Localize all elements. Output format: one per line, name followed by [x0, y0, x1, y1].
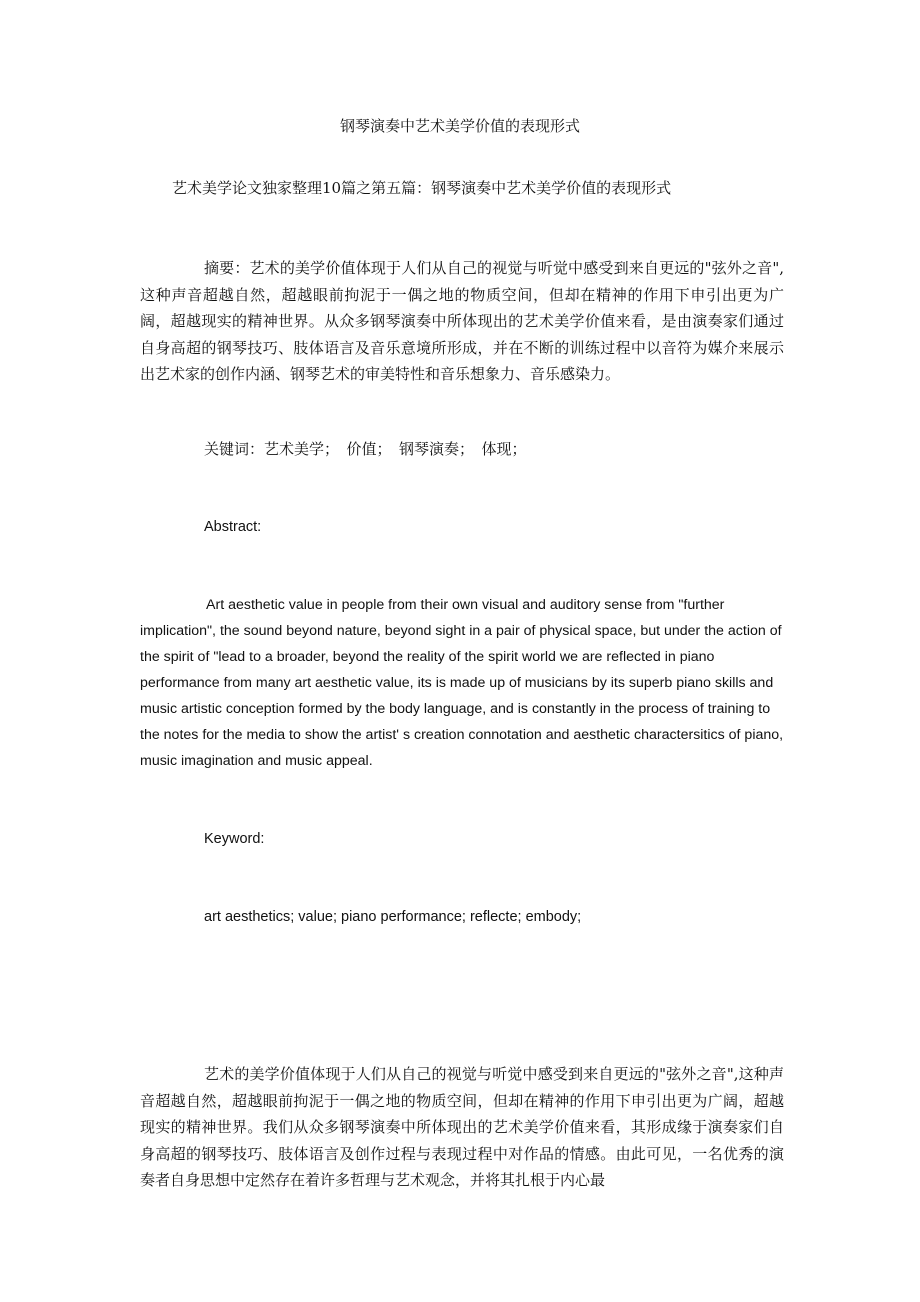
- abstract-label: Abstract:: [204, 519, 262, 535]
- document-title: 钢琴演奏中艺术美学价值的表现形式: [339, 117, 580, 135]
- document-subtitle: 艺术美学论文独家整理10篇之第五篇：钢琴演奏中艺术美学价值的表现形式: [172, 179, 672, 197]
- keywords-chinese: 关键词：艺术美学； 价值； 钢琴演奏； 体现；: [204, 440, 527, 458]
- abstract-chinese: 摘要：艺术的美学价值体现于人们从自己的视觉与听觉中感受到来自更远的"弦外之音",这种声音超越自然，超越眼前拘泥于一偶之地的物质空间，但却在精神的作用下申引出更为广阔，超越现实的精神世界。从众多钢琴演奏中所体现出的艺术美学价值来看，是由演奏家们通过自身高超的钢琴技巧、肢体语言及音乐意境所形成，并在不断的训练过程中以音符为媒介来展示出艺术家的创作内涵、钢琴艺术的审美特性和音乐想象力、音乐感染力。: [140, 259, 784, 383]
- keyword-label: Keyword:: [204, 831, 265, 847]
- keywords-english: art aesthetics; value; piano performance; reflecte; embody;: [204, 909, 582, 925]
- body-paragraph: 艺术的美学价值体现于人们从自己的视觉与听觉中感受到来自更远的"弦外之音",这种声音超越自然，超越眼前拘泥于一偶之地的物质空间，但却在精神的作用下申引出更为广阔，超越现实的精神世界。我们从众多钢琴演奏中所体现出的艺术美学价值来看，其形成缘于演奏家们自身高超的钢琴技巧、肢体语言及创作过程与表现过程中对作品的情感。由此可见，一名优秀的演奏者自身思想中定然存在着许多哲理与艺术观念，并将其扎根于内心最: [140, 1065, 784, 1189]
- abstract-english: Art aesthetic value in people from their own visual and auditory sense from "further implication", the sound beyond nature, beyond sight in a pair of physical space, but under the action of the spirit of "lead to a broader, beyond the reality of the spirit world we are reflected in piano performance from many art aesthetic value, its is made up of musicians by its superb piano skills and music artistic conception formed by the body language, and is constantly in the process of training to the notes for the media to show the artist' s creation connotation and aesthetic charactersitics of piano, music imagination and music appeal.: [140, 597, 784, 769]
